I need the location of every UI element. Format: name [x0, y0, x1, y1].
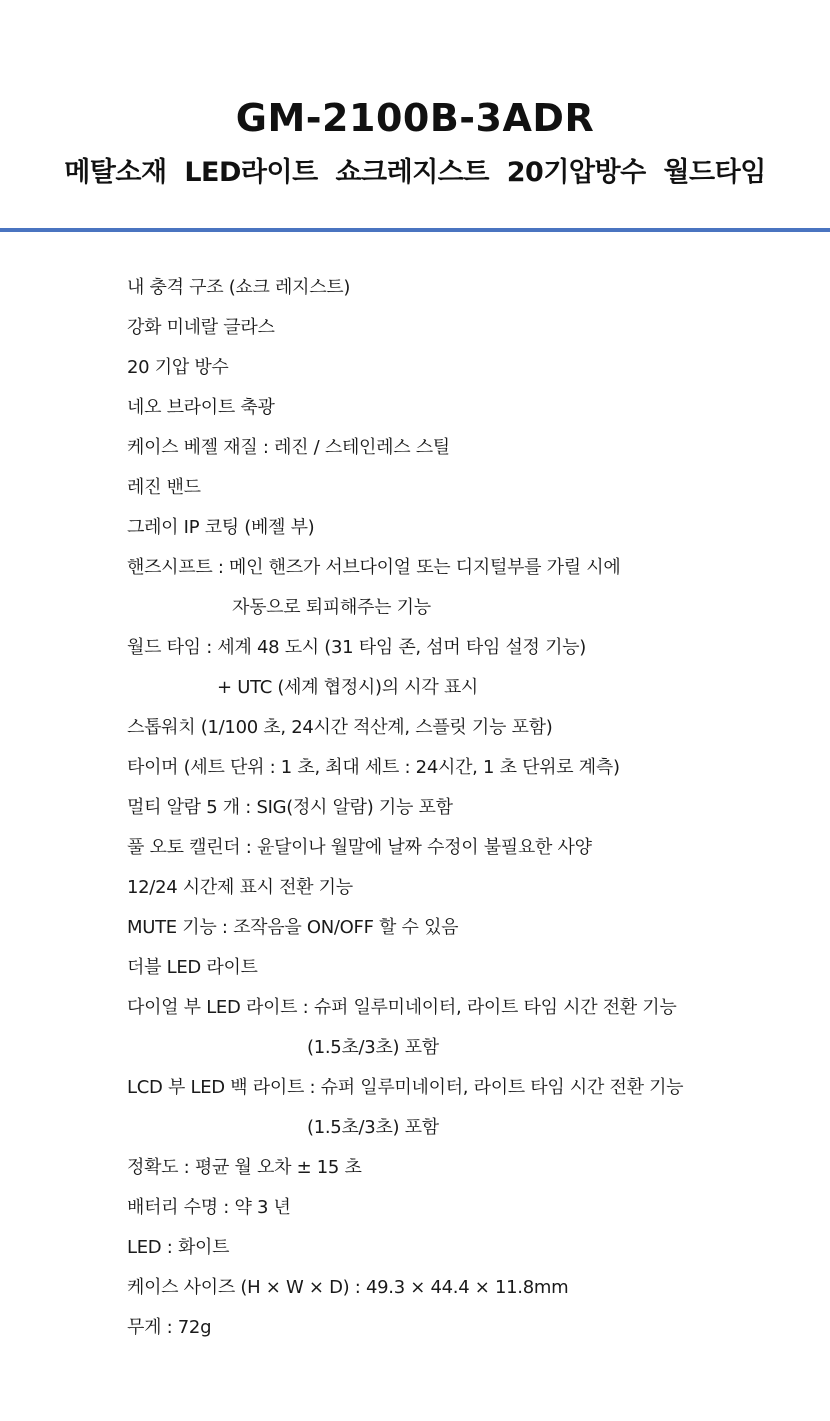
header	[0, 0, 830, 228]
spec-item: 케이스 사이즈 (H × W × D) : 49.3 × 44.4 × 11.8mm	[127, 1277, 569, 1298]
spec-item: 멀티 알람 5 개 : SIG(정시 알람) 기능 포함	[127, 797, 453, 818]
spec-item-continuation: 자동으로 퇴피해주는 기능	[232, 597, 431, 618]
spec-item: 스톱워치 (1/100 초, 24시간 적산계, 스플릿 기능 포함)	[127, 717, 553, 738]
model-title: GM-2100B-3ADR	[235, 96, 595, 140]
spec-item: 12/24 시간제 표시 전환 기능	[127, 877, 353, 898]
spec-item: 타이머 (세트 단위 : 1 초, 최대 세트 : 24시간, 1 초 단위로 계측)	[127, 757, 620, 778]
header-divider	[0, 228, 830, 232]
spec-item: 다이얼 부 LED 라이트 : 슈퍼 일루미네이터, 라이트 타임 시간 전환 기능	[127, 997, 677, 1018]
spec-item-continuation: + UTC (세계 협정시)의 시각 표시	[217, 677, 478, 698]
spec-item: 네오 브라이트 축광	[127, 397, 275, 418]
spec-item-continuation: (1.5초/3초) 포함	[307, 1117, 439, 1138]
spec-item: LED : 화이트	[127, 1237, 230, 1258]
feature-subtitle: 메탈소재 LED라이트 쇼크레지스트 20기압방수 월드타임	[64, 157, 766, 188]
spec-item: LCD 부 LED 백 라이트 : 슈퍼 일루미네이터, 라이트 타임 시간 전환 기능	[127, 1077, 684, 1098]
spec-item: MUTE 기능 : 조작음을 ON/OFF 할 수 있음	[127, 917, 459, 938]
spec-item: 레진 밴드	[127, 477, 201, 498]
spec-item: 20 기압 방수	[127, 357, 229, 378]
spec-item-continuation: (1.5초/3초) 포함	[307, 1037, 439, 1058]
spec-item: 핸즈시프트 : 메인 핸즈가 서브다이얼 또는 디지털부를 가릴 시에	[127, 557, 621, 578]
spec-list	[127, 268, 817, 1348]
spec-item: 풀 오토 캘린더 : 윤달이나 월말에 날짜 수정이 불필요한 사양	[127, 837, 592, 858]
spec-item: 내 충격 구조 (쇼크 레지스트)	[127, 277, 351, 298]
spec-item: 월드 타임 : 세계 48 도시 (31 타임 존, 섬머 타임 설정 기능)	[127, 637, 586, 658]
spec-item: 강화 미네랄 글라스	[127, 317, 275, 338]
spec-item: 배터리 수명 : 약 3 년	[127, 1197, 291, 1218]
spec-item: 케이스 베젤 재질 : 레진 / 스테인레스 스틸	[127, 437, 450, 458]
spec-item: 무게 : 72g	[127, 1317, 212, 1338]
spec-item: 더블 LED 라이트	[127, 957, 258, 978]
spec-item: 정확도 : 평균 월 오차 ± 15 초	[127, 1157, 362, 1178]
spec-item: 그레이 IP 코팅 (베젤 부)	[127, 517, 315, 538]
